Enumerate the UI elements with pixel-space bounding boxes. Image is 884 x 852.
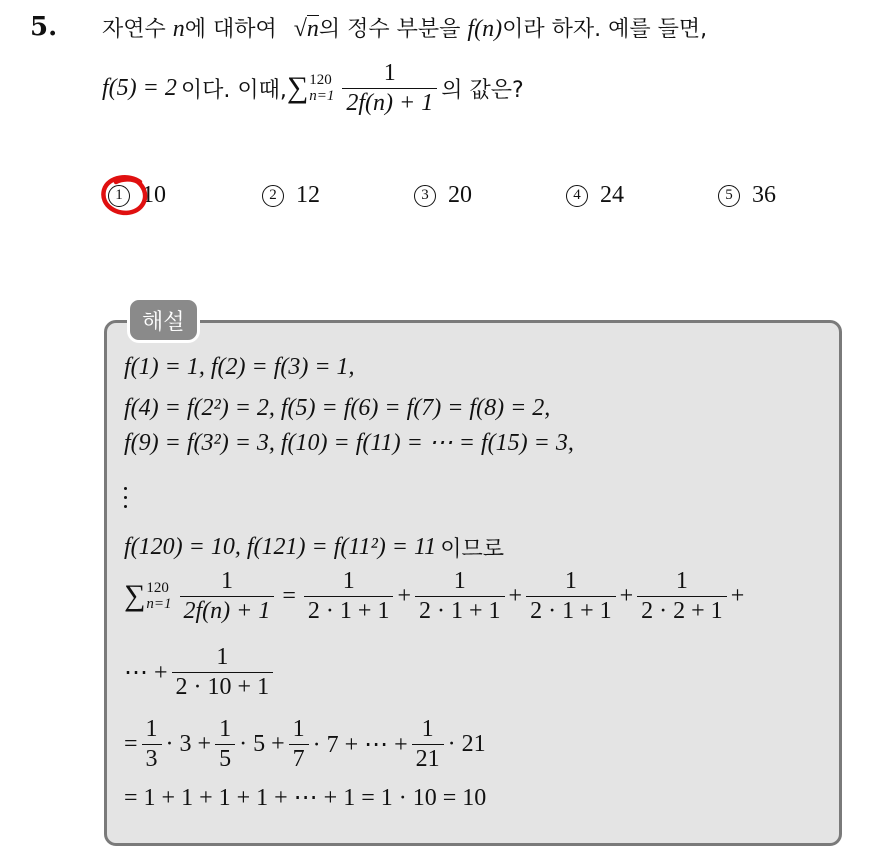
variable-n: n [172, 16, 185, 42]
question-text: 자연수 [102, 17, 173, 42]
sqrt-argument: n [306, 16, 319, 42]
solution-line-7: = $\frac{1}{3}$ · 3 + $\frac{1}{5}$ · 5 + $\frac{1}{7}$ · 7 + ⋯ + $\frac{1}{21}$ · 21 [124, 716, 486, 772]
example-equation: f(5) = 2 [102, 75, 177, 102]
solution-tag: 해설 [127, 297, 200, 343]
choice-number-badge: 3 [414, 185, 436, 207]
choice-number-badge: 5 [718, 185, 740, 207]
question-line-1 [102, 12, 707, 43]
choice-3[interactable] [414, 182, 472, 209]
sum-upper-limit: 120 [309, 71, 332, 88]
fraction: $\frac{1}{3}$ [142, 716, 162, 773]
summation-symbol: ∑ 120 n=1 [124, 578, 172, 612]
question-fraction: $\frac{1}{2f(n) + 1}$ [342, 60, 437, 117]
solution-line-3: f(9) = f(3²) = 3, f(10) = f(11) = ⋯ = f(15) = 3, [124, 430, 574, 456]
fraction: $\frac{1}{2 \cdot 1 + 1}$ [304, 568, 394, 625]
solution-line-6: ⋯ + $\frac{1}{2 \cdot 10 + 1}$ [124, 644, 277, 701]
fraction: $\frac{1}{2 \cdot 10 + 1}$ [172, 644, 274, 701]
question-line-2 [102, 60, 524, 117]
choice-number-badge: 4 [566, 185, 588, 207]
solution-line-5: ∑ 120 n=1 $\frac{1}{2f(n) + 1}$ = $\frac{1}{2 \cdot 1 + 1}$ + $\frac{1}{2 \cdot 1 + 1}$ + $\frac{1}{2 \cdot 1 + 1}$ + $\frac{1}{2 \cdot 2 + 1}$ + [124, 568, 745, 624]
choice-value: 24 [600, 182, 624, 208]
sqrt-expression [294, 16, 319, 42]
choice-number-badge: 1 [108, 185, 130, 207]
choice-5[interactable] [718, 182, 776, 209]
fraction: $\frac{1}{2 \cdot 1 + 1}$ [526, 568, 616, 625]
question-text: 이라 하자. 예를 들면, [502, 17, 708, 42]
question-text: 의 값은? [441, 78, 524, 104]
solution-line-8: = 1 + 1 + 1 + 1 + ⋯ + 1 = 1 · 10 = 10 [124, 785, 487, 811]
answer-mark-circle-icon [100, 174, 152, 218]
sum-lower-limit: n=1 [309, 87, 335, 104]
fraction: $\frac{1}{5}$ [215, 716, 235, 773]
function-fn: f(n) [467, 16, 503, 42]
fraction: $\frac{1}{2 \cdot 2 + 1}$ [637, 568, 727, 625]
fraction: $\frac{1}{2 \cdot 1 + 1}$ [415, 568, 505, 625]
fraction: $\frac{1}{2f(n) + 1}$ [180, 568, 275, 625]
solution-line-4: f(120) = 10, f(121) = f(11²) = 11 이므로 [124, 534, 504, 562]
question-text: 에 대하여 [184, 17, 284, 42]
summation-symbol: ∑ 120 n=1 [286, 70, 335, 104]
fraction: $\frac{1}{7}$ [289, 716, 309, 773]
choice-value: 12 [296, 182, 320, 208]
sqrt-symbol: √ [293, 16, 307, 42]
question-text: 의 정수 부분을 [318, 17, 468, 42]
choice-number-badge: 2 [262, 185, 284, 207]
question-text: 이다. 이때, [180, 78, 287, 104]
solution-line-1: f(1) = 1, f(2) = f(3) = 1, [124, 354, 355, 380]
vertical-ellipsis [124, 487, 127, 508]
question-number: 5. [30, 12, 58, 42]
choice-2[interactable] [262, 182, 320, 209]
choice-4[interactable] [566, 182, 624, 209]
fraction: $\frac{1}{21}$ [412, 716, 444, 773]
choice-value: 10 [142, 182, 166, 208]
choice-value: 20 [448, 182, 472, 208]
solution-line-2: f(4) = f(2²) = 2, f(5) = f(6) = f(7) = f(8) = 2, [124, 395, 551, 421]
choice-value: 36 [752, 182, 776, 208]
